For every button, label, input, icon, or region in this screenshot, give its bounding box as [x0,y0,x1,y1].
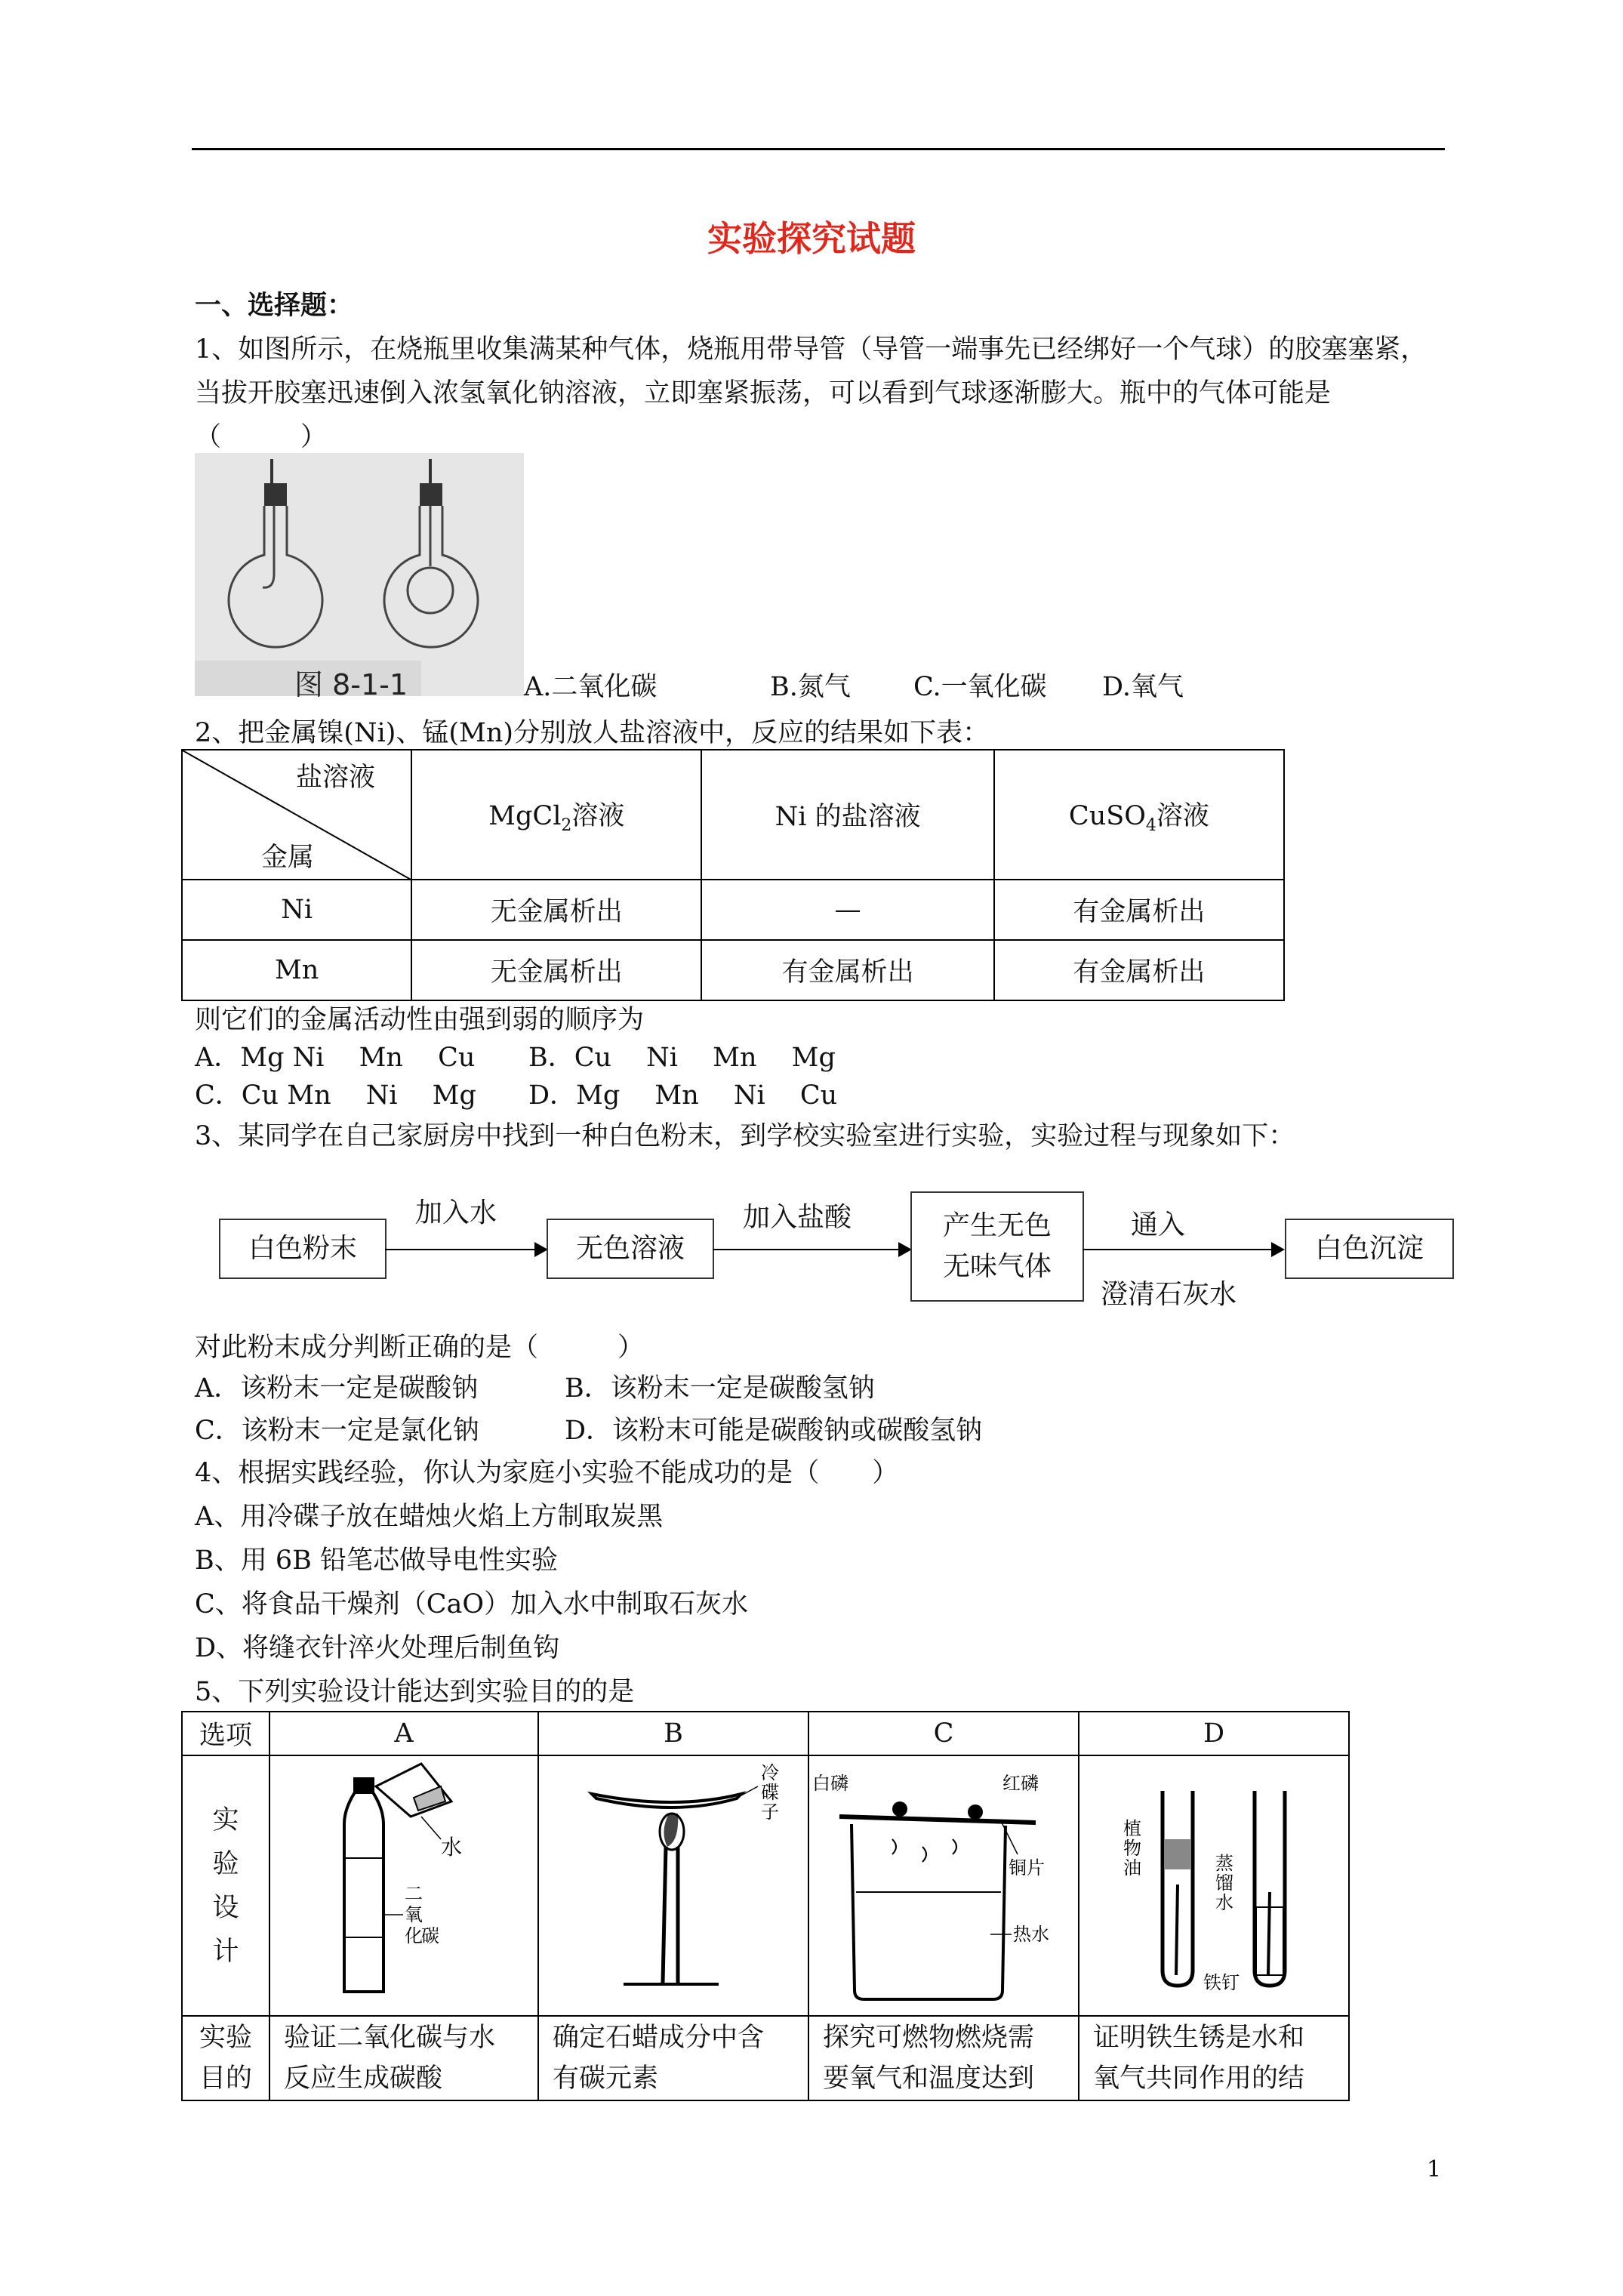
table-cell: 无金属析出 [411,880,701,940]
balloon [408,568,453,613]
label-copper: 铜片 [1009,1857,1045,1878]
flow-box-gas [910,1191,1084,1302]
corner-top-label: 盐溶液 [296,763,376,793]
flask-diagram [195,453,524,696]
q1-option-d: D.氧气 [1102,672,1184,702]
flow-label-limewater: 澄清石灰水 [1101,1279,1237,1310]
q2-option-b: B．Cu Ni Mn Mg [528,1043,836,1073]
svg-text:馏: 馏 [1215,1872,1233,1894]
design-label-cell: 实 验 设 计 [182,1755,269,2016]
q4-option-b: B、用 6B 铅笔芯做导电性实验 [195,1546,558,1576]
q3-option-c: C．该粉末一定是氯化钠 [195,1416,479,1446]
corner-bottom-label: 金属 [261,843,315,873]
svg-text:二: 二 [405,1883,423,1904]
flow-label-pass-into: 通入 [1131,1210,1186,1240]
design-cell-c [808,1755,1079,2016]
svg-text:碟: 碟 [761,1782,779,1803]
table-cell: 有金属析出 [701,940,994,1000]
bottle-water-figure [270,1756,537,2008]
flow-arrow-3 [1083,1249,1282,1250]
table-cell: 有金属析出 [994,880,1284,940]
svg-text:物: 物 [1123,1838,1141,1859]
header-col-b: B [538,1712,808,1755]
rust-tubes-figure [1079,1756,1348,2008]
q5-table [181,1711,1350,2101]
label-white-phosphorus: 白磷 [812,1773,848,1794]
table-corner-cell [182,750,411,880]
flow-box-colorless-solution: 无色溶液 [547,1219,714,1279]
flow-arrow-1 [385,1249,545,1250]
q5-stem: 5、下列实验设计能达到实验目的的是 [195,1677,635,1707]
gas-line-1: 产生无色 [942,1210,1052,1241]
q3-option-b: B．该粉末一定是碳酸氢钠 [565,1373,875,1404]
q1-option-a: A.二氧化碳 [524,672,658,702]
table-cell: Ni [182,880,411,940]
flow-label-add-hcl: 加入盐酸 [743,1202,852,1233]
q1-option-c: C.一氧化碳 [913,672,1047,702]
header-rule [192,148,1445,150]
table-cell: — [701,880,994,940]
q1-stem: 1、如图所示，在烧瓶里收集满某种气体，烧瓶用带导管（导管一端事先已经绑好一个气球）的胶塞塞紧，当拔开胶塞迅速倒入浓氢氧化钠溶液，立即塞紧振荡，可以看到气球逐渐膨大。瓶中的气体可能是（ ） [195,334,1427,452]
q1-option-b: B.氮气 [770,672,851,702]
figure-caption: 图 8-1-1 [294,668,408,701]
q2-table [181,749,1285,1001]
table-cell: 有金属析出 [994,940,1284,1000]
q2-question: 则它们的金属活动性由强到弱的顺序为 [195,1005,645,1035]
page-title: 实验探究试题 [707,218,916,259]
header-mgcl2: MgCl$_2$溶液 [411,750,701,880]
svg-text:碳: 碳 [421,1925,439,1946]
header-col-c: C [808,1712,1079,1755]
header-ni-salt: Ni 的盐溶液 [701,750,994,880]
page-number: 1 [1427,2156,1442,2183]
svg-text:子: 子 [761,1801,779,1823]
section-heading: 一、选择题： [195,290,354,321]
q3-option-a: A．该粉末一定是碳酸钠 [195,1373,479,1404]
q2-option-c: C．Cu Mn Ni Mg [195,1080,476,1111]
design-cell-b [538,1755,808,2016]
q4-option-c: C、将食品干燥剂（CaO）加入水中制取石灰水 [195,1589,749,1620]
flow-box-white-precipitate: 白色沉淀 [1285,1219,1454,1279]
flow-arrow-2 [713,1249,909,1250]
q4-stem: 4、根据实践经验，你认为家庭小实验不能成功的是（ ） [195,1458,899,1488]
design-cell-d [1079,1755,1349,2016]
q3-option-d: D．该粉末可能是碳酸钠或碳酸氢钠 [565,1416,983,1446]
q4-option-d: D、将缝衣针淬火处理后制鱼钩 [195,1633,560,1663]
q2-stem: 2、把金属镍(Ni)、锰(Mn)分别放人盐溶液中，反应的结果如下表： [195,718,990,748]
gas-line-2: 无味气体 [942,1251,1052,1282]
table-cell: Mn [182,940,411,1000]
purpose-cell-d: 证明铁生锈是水和 氧气共同作用的结 [1079,2016,1349,2100]
svg-text:蒸: 蒸 [1215,1853,1233,1874]
svg-text:冷: 冷 [761,1762,779,1783]
purpose-cell-a: 验证二氧化碳与水 反应生成碳酸 [269,2016,538,2100]
header-col-d: D [1079,1712,1349,1755]
design-cell-a [269,1755,538,2016]
label-hot-water: 热水 [1013,1924,1049,1945]
q3-stem: 3、某同学在自己家厨房中找到一种白色粉末，到学校实验室进行实验，实验过程与现象如下： [195,1121,1295,1151]
label-iron-nail: 铁钉 [1203,1972,1240,1993]
flow-label-add-water: 加入水 [415,1197,497,1228]
q3-question: 对此粉末成分判断正确的是（ ） [195,1333,645,1363]
phosphorus-beaker-figure [809,1756,1078,2008]
q4-option-a: A、用冷碟子放在蜡烛火焰上方制取炭黑 [195,1502,664,1532]
stopper-right [420,483,442,506]
q2-option-a: A．Mg Ni Mn Cu [195,1043,476,1073]
purpose-cell-b: 确定石蜡成分中含 有碳元素 [538,2016,808,2100]
q2-option-d: D．Mg Mn Ni Cu [528,1080,838,1111]
stopper-left [264,483,287,506]
flask-figure [195,453,524,696]
candle-plate-figure [539,1756,808,2008]
label-water: 水 [441,1835,463,1860]
label-red-phosphorus: 红磷 [1002,1773,1039,1794]
flow-box-white-powder: 白色粉末 [219,1219,387,1279]
header-col-a: A [269,1712,538,1755]
svg-text:植: 植 [1123,1818,1141,1839]
header-cuso4: CuSO$_4$溶液 [994,750,1284,880]
svg-text:水: 水 [1215,1892,1233,1913]
svg-text:氧: 氧 [405,1904,423,1925]
purpose-cell-c: 探究可燃物燃烧需 要氧气和温度达到 [808,2016,1079,2100]
purpose-label-cell: 实验 目的 [182,2016,269,2100]
table-cell: 无金属析出 [411,940,701,1000]
svg-text:油: 油 [1123,1857,1141,1878]
svg-text:化: 化 [405,1925,423,1946]
header-option-label: 选项 [182,1712,269,1755]
